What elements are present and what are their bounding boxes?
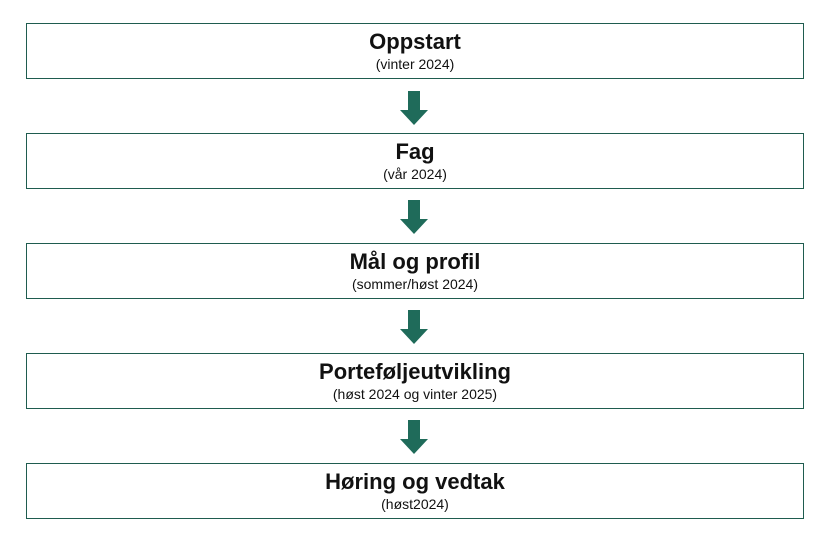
step-box-fag bbox=[26, 133, 804, 189]
step-box-portefoljeutvikling bbox=[26, 353, 804, 409]
step-title: Mål og profil bbox=[349, 249, 481, 274]
step-title: Fag bbox=[395, 139, 435, 164]
step-subtitle: (vår 2024) bbox=[383, 166, 447, 182]
step-subtitle: (sommer/høst 2024) bbox=[351, 276, 479, 292]
down-arrow-icon bbox=[400, 200, 428, 234]
step-subtitle: (høst2024) bbox=[381, 496, 449, 512]
down-arrow-icon bbox=[400, 91, 428, 125]
step-box-oppstart bbox=[26, 23, 804, 79]
step-title: Høring og vedtak bbox=[325, 469, 505, 494]
step-box-mal-og-profil bbox=[26, 243, 804, 299]
down-arrow-icon bbox=[400, 310, 428, 344]
step-title: Oppstart bbox=[369, 29, 461, 54]
step-subtitle: (vinter 2024) bbox=[375, 56, 455, 72]
step-title: Porteføljeutvikling bbox=[319, 359, 511, 384]
step-subtitle: (høst 2024 og vinter 2025) bbox=[332, 386, 498, 402]
step-box-horing-og-vedtak bbox=[26, 463, 804, 519]
down-arrow-icon bbox=[400, 420, 428, 454]
